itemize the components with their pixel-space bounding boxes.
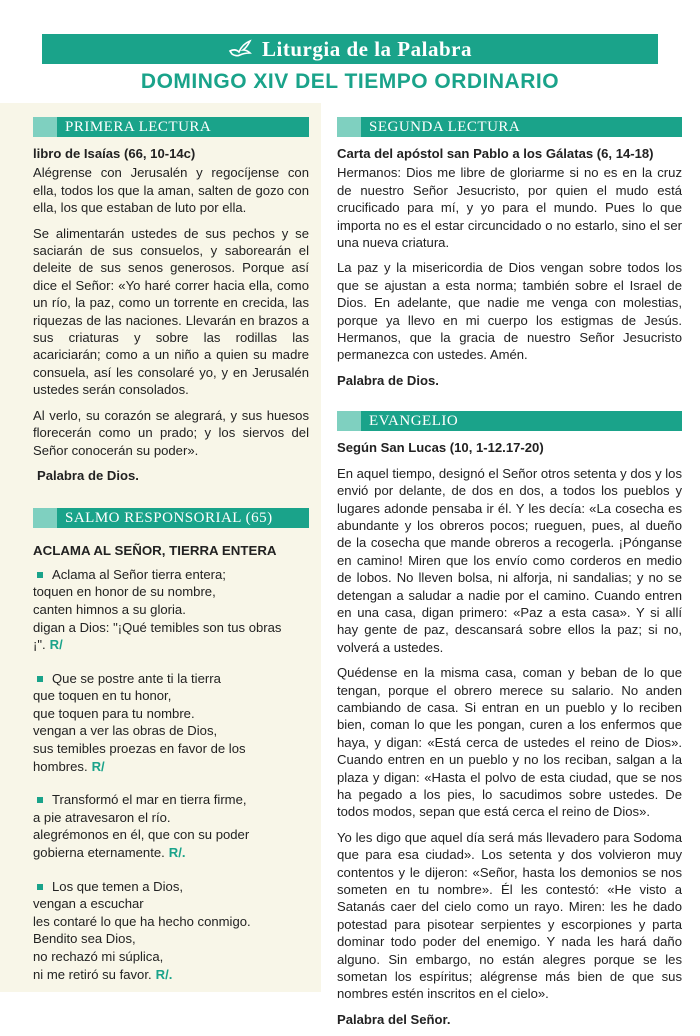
primera-lectura-header [33, 117, 309, 137]
header-banner [42, 34, 658, 64]
evangelio-reference: Según San Lucas (10, 1-12.17-20) [337, 440, 544, 456]
salmo-stanza: Que se postre ante ti la tierra que toquen en tu honor, que toquen para tu nombre. vengan a ver las obras de Dios, sus temibles proezas en favor de los hombres. R/ [33, 670, 246, 774]
page-subtitle: DOMINGO XIV DEL TIEMPO ORDINARIO [140, 70, 560, 93]
bullet-icon [37, 676, 43, 682]
left-column [33, 117, 309, 999]
dove-icon [228, 39, 252, 59]
primera-paragraph: Alégrense con Jerusalén y regocíjense con ella, todos los que la aman, salten de gozo con ella, los que estaban de luto por ella. [33, 165, 309, 216]
response-mark: R/. [155, 966, 173, 982]
segunda-paragraph: La paz y la misericordia de Dios vengan sobre todos los que se ajustan a esta norma; también sobre el Israel de Dios. En adelante, que nadie me venga con molestias, porque ya llevo en mi cuerpo los estigmas de Jesús. Hermanos, que la gracia de nuestro Señor Jesucristo permanezca con ustedes. Amén. [337, 260, 682, 363]
segunda-lectura-header [337, 117, 682, 137]
section-title: PRIMERA LECTURA [57, 117, 309, 137]
evangelio-paragraph: Quédense en la misma casa, coman y beban de lo que tengan, porque el obrero merece su salario. No anden cambiando de casa. Si entran en un pueblo y lo reciben bien, coman lo que les pongan, curen a los enfermos que haya, y digan: «Está cerca de ustedes el reino de Dios». Cuando entren en un pueblo y no los reciban, salgan a la plaza y digan: «Hasta el polvo de esta ciudad, que se nos ha pegado a los pies, lo sacudimos sobre ustedes. De todos modos, sepan que está cerca el reino de Dios». [337, 665, 682, 820]
evangelio-closing: Palabra del Señor. [337, 1011, 451, 1027]
segunda-reference: Carta del apóstol san Pablo a los Gálatas (6, 14-18) [337, 146, 654, 161]
evangelio-paragraph: Yo les digo que aquel día será más llevadero para Sodoma que para esa ciudad». Los setenta y dos volvieron muy contentos y le dijeron: «Señor, hasta los demonios se nos someten en tu nombre». Él les contestó: «He visto a Satanás caer del cielo como un rayo. Miren: les he dado potestad para pisotear serpientes y escorpiones y parta dominar todo poder del enemigo. Y nada les hará daño alguno. Sin embargo, no están alegres porque se les sometan los espíritus; alégrense más bien de que sus nombres estén inscritos en el cielo». [337, 829, 682, 1002]
primera-reference: libro de Isaías (66, 10-14c) [33, 146, 196, 161]
page-title: Liturgia de la Palabra [262, 36, 472, 61]
bullet-icon [37, 884, 43, 890]
primera-closing: Palabra de Dios. [37, 467, 139, 483]
salmo-stanza: Transformó el mar en tierra firme, a pie atravesaron el río. alegrémonos en él, que con su poder gobierna eternamente. R/. [33, 792, 250, 861]
response-mark: R/. [168, 845, 186, 861]
evangelio-header [337, 411, 682, 431]
response-mark: R/ [91, 758, 105, 774]
salmo-stanza: Los que temen a Dios, vengan a escuchar les contaré lo que ha hecho conmigo. Bendito sea Dios, no rechazó mi súplica, ni me retiró su favor. R/. [33, 878, 251, 982]
primera-paragraph: Se alimentarán ustedes de sus pechos y se saciarán de sus consuelos, y saborearán el deleite de sus senos generosos. Porque así dice el Señor: «Yo haré correr hacia ella, como un río, la paz, como un torrente en crecida, las riquezas de las naciones. Llevarán en brazos a sus criaturas y sobre las rodillas las acariciarán; como a un niño a quien su madre consuela, así les consolaré yo, y en Jerusalén ustedes serán consolados. [33, 225, 309, 398]
right-column [337, 117, 682, 1036]
bullet-icon [37, 797, 43, 803]
bullet-icon [37, 572, 43, 578]
salmo-stanza: Aclama al Señor tierra entera; toquen en honor de su nombre, canten himnos a su gloria. digan a Dios: "¡Qué temibles son tus obras ¡". R/ [33, 566, 282, 653]
salmo-response: ACLAMA AL SEÑOR, TIERRA ENTERA [33, 543, 277, 559]
salmo-header [33, 508, 309, 528]
section-title: EVANGELIO [361, 411, 682, 431]
section-title: SALMO RESPONSORIAL (65) [57, 508, 309, 528]
response-mark: R/ [49, 637, 63, 653]
section-title: SEGUNDA LECTURA [361, 117, 682, 137]
segunda-paragraph: Hermanos: Dios me libre de gloriarme si no es en la cruz de nuestro Señor Jesucristo, por quien el mudo está crucificado para mí, y yo para el mundo. Pues lo que importa no es el estar circuncidado o no estarlo, sino el ser una nueva criatura. [337, 165, 682, 251]
primera-paragraph: Al verlo, su corazón se alegrará, y sus huesos florecerán como un prado; y los siervos del Señor conocerán su poder». [33, 407, 309, 458]
segunda-closing: Palabra de Dios. [337, 372, 439, 388]
evangelio-paragraph: En aquel tiempo, designó el Señor otros setenta y dos y los envió por delante, de dos en dos, a todos los pueblos y lugares adonde pensaba ir él. Y les decía: «La cosecha es abundante y los obreros pocos; rueguen, pues, al dueño de la cosecha que mande obreros a recogerla. ¡Pónganse en camino! Miren que los envío como corderos en medio de lobos. No lleven bolsa, ni alforja, ni sandalias; y no se detengan a saludar a nadie por el camino. Cuando entren en una casa, digan primero: «Paz a esta casa». Y si allí hay gente de paz, descansará sobre ellos la paz; si no, volverá a ustedes. [337, 465, 683, 655]
